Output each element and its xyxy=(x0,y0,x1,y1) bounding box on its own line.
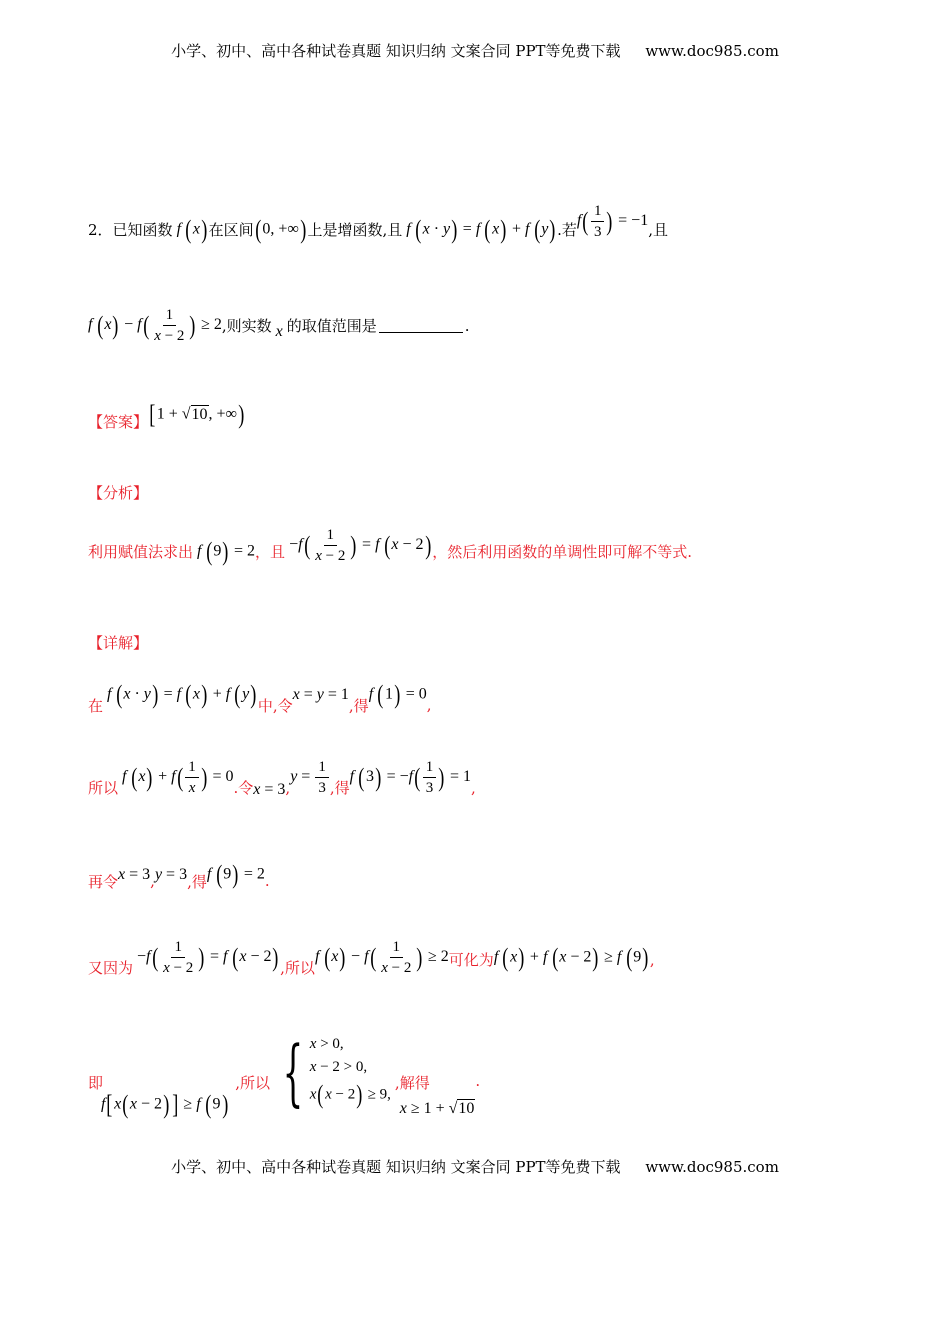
math-inequality: f (x) − f( $\frac{1}{x - 2}$ ) ≥ 2 xyxy=(314,939,449,976)
detail-text: 中,令 xyxy=(257,696,293,715)
analysis-text: ，然后利用函数的单调性即可解不等式. xyxy=(432,543,692,561)
math-product-inequality: f[x(x − 2) ] ≥ f (9) xyxy=(101,1090,228,1119)
left-brace: { xyxy=(282,1030,304,1114)
detail-text: , xyxy=(649,950,655,969)
detail-line-4 xyxy=(88,938,655,977)
math-x: x xyxy=(271,322,287,340)
detail-text: , xyxy=(426,696,432,714)
footer-text: 小学、初中、高中各种试卷真题 知识归纳 文案合同 PPT等免费下载 xyxy=(171,1158,621,1176)
detail-text: ,所以 xyxy=(280,959,315,977)
detail-text: , xyxy=(470,778,476,797)
math-f3: f (3) = −f( $\frac{1}{3}$ ) = 1 xyxy=(349,759,471,796)
math-f9: f (9) = 2 xyxy=(197,536,256,566)
answer-line xyxy=(88,400,246,434)
detail-line-2 xyxy=(88,758,476,797)
problem-text: . xyxy=(464,316,470,335)
math-x-eq-3: x = 3 xyxy=(253,780,286,798)
header-text: 小学、初中、高中各种试卷真题 知识归纳 文案合同 PPT等免费下载 xyxy=(171,42,621,60)
problem-text: 在区间 xyxy=(208,221,254,239)
detail-text: .令 xyxy=(233,779,254,797)
answer-interval: [1 + √10, +∞) xyxy=(149,400,245,429)
detail-text: , xyxy=(150,872,155,890)
detail-label: 【详解】 xyxy=(88,634,149,652)
detail-text: 又因为 xyxy=(88,959,134,977)
analysis-text: ，且 xyxy=(255,543,286,561)
page-header xyxy=(0,40,950,61)
math-neg-f-reciprocal: −f( $\frac{1}{x - 2}$ ) = f (x − 2) xyxy=(133,939,279,976)
detail-text: . xyxy=(264,872,270,890)
detail-text: ,得 xyxy=(348,696,369,715)
system-line-3: x(x − 2) ≥ 9, xyxy=(309,1080,391,1109)
detail-text: ,解得 xyxy=(394,1074,430,1092)
detail-text: 在 xyxy=(88,696,104,715)
math-functional-equation: f (x · y) = f (x) + f (y) xyxy=(406,214,556,244)
analysis-text: 利用赋值法求出 xyxy=(88,543,194,561)
math-neg-f-reciprocal: −f( $\frac{1}{x - 2}$ ) = f (x − 2) xyxy=(285,527,431,564)
math-fx: f (x) xyxy=(176,214,208,244)
detail-text: ,得 xyxy=(329,779,350,797)
detail-text: , xyxy=(285,778,291,797)
math-functional-equation: f (x · y) = f (x) + f (y) xyxy=(107,680,257,709)
detail-line-1 xyxy=(88,680,432,715)
problem-text: ,且 xyxy=(648,221,668,239)
footer-url[interactable]: www.doc985.com xyxy=(645,1158,779,1176)
page-footer xyxy=(0,1156,950,1177)
detail-text: 即 xyxy=(88,1074,104,1092)
detail-line-3 xyxy=(88,860,270,891)
header-url[interactable]: www.doc985.com xyxy=(645,42,779,60)
math-f1: f (1) = 0 xyxy=(368,680,427,709)
detail-line-5 xyxy=(88,1030,481,1119)
problem-text: .若 xyxy=(557,221,577,239)
math-f-one-third: f( $\frac{1}{3}$ ) = −1 xyxy=(576,203,649,240)
detail-text: 再令 xyxy=(88,872,119,891)
detail-text: . xyxy=(475,1072,481,1090)
problem-text: 上是增函数,且 xyxy=(307,221,403,239)
answer-blank xyxy=(379,318,463,333)
problem-line-1 xyxy=(88,203,668,249)
detail-text: 可化为 xyxy=(448,951,494,969)
inequality-system xyxy=(270,1030,391,1114)
system-line-1: x > 0, xyxy=(309,1036,344,1052)
answer-label: 【答案】 xyxy=(88,412,149,431)
analysis-label: 【分析】 xyxy=(88,484,149,502)
math-solution: x ≥ 1 + √10 xyxy=(399,1100,475,1117)
math-y-eq-one-third: y = $\frac{1}{3}$ xyxy=(290,758,330,797)
math-y-eq-3: y = 3 xyxy=(154,866,188,883)
math-x-eq-y-eq-1: x = y = 1 xyxy=(292,686,349,703)
math-interval: (0, +∞) xyxy=(254,214,307,244)
detail-text: 所以 xyxy=(88,779,119,797)
detail-text: ,所以 xyxy=(235,1074,270,1092)
math-f9: f (9) = 2 xyxy=(206,860,265,889)
problem-number: 2． xyxy=(88,221,113,239)
math-inequality: f (x) − f( $\frac{1}{x - 2}$ ) ≥ 2 xyxy=(88,307,222,344)
problem-text: 的取值范围是 xyxy=(286,317,377,335)
problem-text: 已知函数 xyxy=(112,221,173,239)
problem-text: ,则实数 xyxy=(221,317,272,335)
problem-line-2 xyxy=(88,306,470,345)
detail-text: ,得 xyxy=(187,872,207,891)
system-line-2: x − 2 > 0, xyxy=(309,1059,368,1075)
math-fx-plus-f-reciprocal: f (x) + f( $\frac{1}{x}$ ) = 0 xyxy=(122,759,234,796)
analysis-line xyxy=(88,527,692,571)
math-x-eq-3: x = 3 xyxy=(118,866,151,883)
math-transformed-inequality: f (x) + f (x − 2) ≥ f (9) xyxy=(493,942,649,972)
